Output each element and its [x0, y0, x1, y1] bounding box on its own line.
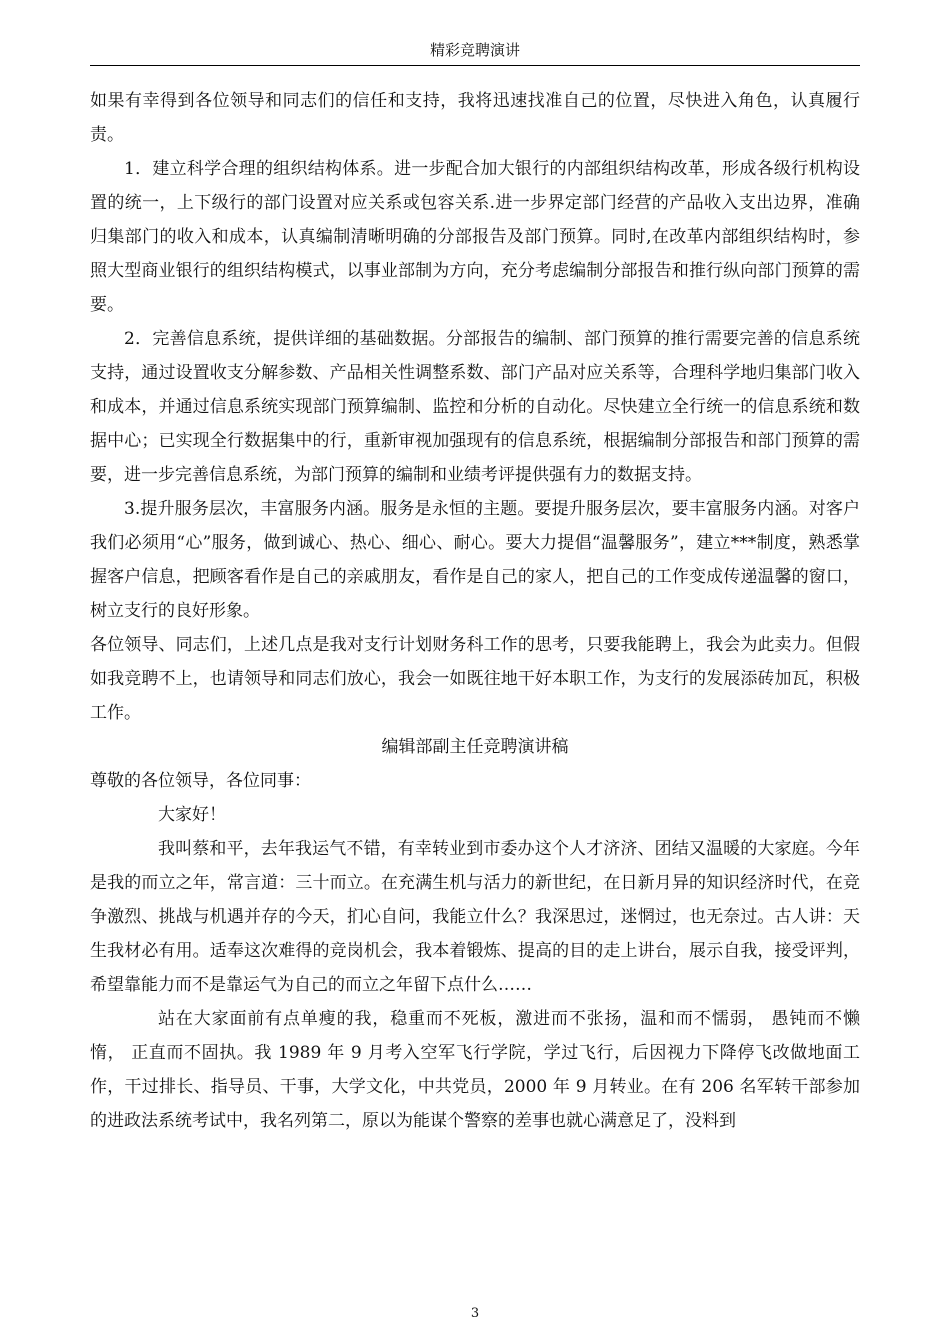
paragraph: 我叫蔡和平，去年我运气不错，有幸转业到市委办这个人才济济、团结又温暖的大家庭。今年是我的而立之年，常言道：三十而立。在充满生机与活力的新世纪，在日新月异的知识经济时代，在竞争激烈、挑战与机遇并存的今天，扪心自问，我能立什么？我深思过，迷惘过，也无奈过。古人讲：天生我材必有用。适奉这次难得的竞岗机会，我本着锻炼、提高的目的走上讲台，展示自我，接受评判，希望靠能力而不是靠运气为自己的而立之年留下点什么……: [90, 839, 860, 995]
paragraph: 站在大家面前有点单瘦的我，稳重而不死板，激进而不张扬，温和而不懦弱， 愚钝而不懒惰， 正直而不固执。我 1989 年 9 月考入空军飞行学院，学过飞行，后因视力下降停飞改做地面工作，干过排长、指导员、干事，大学文化，中共党员，2000 年 9 月转业。在有 206 名军转干部参加的进政法系统考试中，我名列第二，原以为能谋个警察的差事也就心满意足了，没料到: [90, 1009, 860, 1131]
paragraph: 3.提升服务层次，丰富服务内涵。服务是永恒的主题。要提升服务层次，要丰富服务内涵。对客户我们必须用“心”服务，做到诚心、热心、细心、耐心。要大力提倡“温馨服务”，建立***制度，熟悉掌握客户信息，把顾客看作是自己的亲戚朋友，看作是自己的家人，把自己的工作变成传递温馨的窗口，树立支行的良好形象。: [90, 499, 860, 621]
page-number: 3: [470, 1306, 480, 1321]
greeting: 大家好！: [158, 805, 226, 825]
section-title: 编辑部副主任竞聘演讲稿: [381, 737, 569, 757]
paragraph: 2．完善信息系统，提供详细的基础数据。分部报告的编制、部门预算的推行需要完善的信息系统支持，通过设置收支分解参数、产品相关性调整系数、部门产品对应关系等，合理科学地归集部门收入和成本，并通过信息系统实现部门预算编制、监控和分析的自动化。尽快建立全行统一的信息系统和数据中心；已实现全行数据集中的行，重新审视加强现有的信息系统，根据编制分部报告和部门预算的需要，进一步完善信息系统，为部门预算的编制和业绩考评提供强有力的数据支持。: [90, 329, 860, 485]
salutation: 尊敬的各位领导，各位同事：: [90, 771, 311, 791]
document-body: [90, 84, 860, 1138]
paragraph: 1．建立科学合理的组织结构体系。进一步配合加大银行的内部组织结构改革，形成各级行机构设置的统一，上下级行的部门设置对应关系或包容关系.进一步界定部门经营的产品收入支出边界，准确归集部门的收入和成本，认真编制清晰明确的分部报告及部门预算。同时,在改革内部组织结构时，参照大型商业银行的组织结构模式，以事业部制为方向，充分考虑编制分部报告和推行纵向部门预算的需要。: [90, 159, 860, 315]
paragraph: 如果有幸得到各位领导和同志们的信任和支持，我将迅速找准自己的位置，尽快进入角色，认真履行责。: [90, 91, 860, 145]
paragraph: 各位领导、同志们，上述几点是我对支行计划财务科工作的思考，只要我能聘上，我会为此卖力。但假如我竞聘不上，也请领导和同志们放心，我会一如既往地干好本职工作，为支行的发展添砖加瓦，积极工作。: [90, 635, 860, 723]
header-divider: [90, 65, 860, 66]
page-header: 精彩竞聘演讲: [429, 41, 520, 59]
